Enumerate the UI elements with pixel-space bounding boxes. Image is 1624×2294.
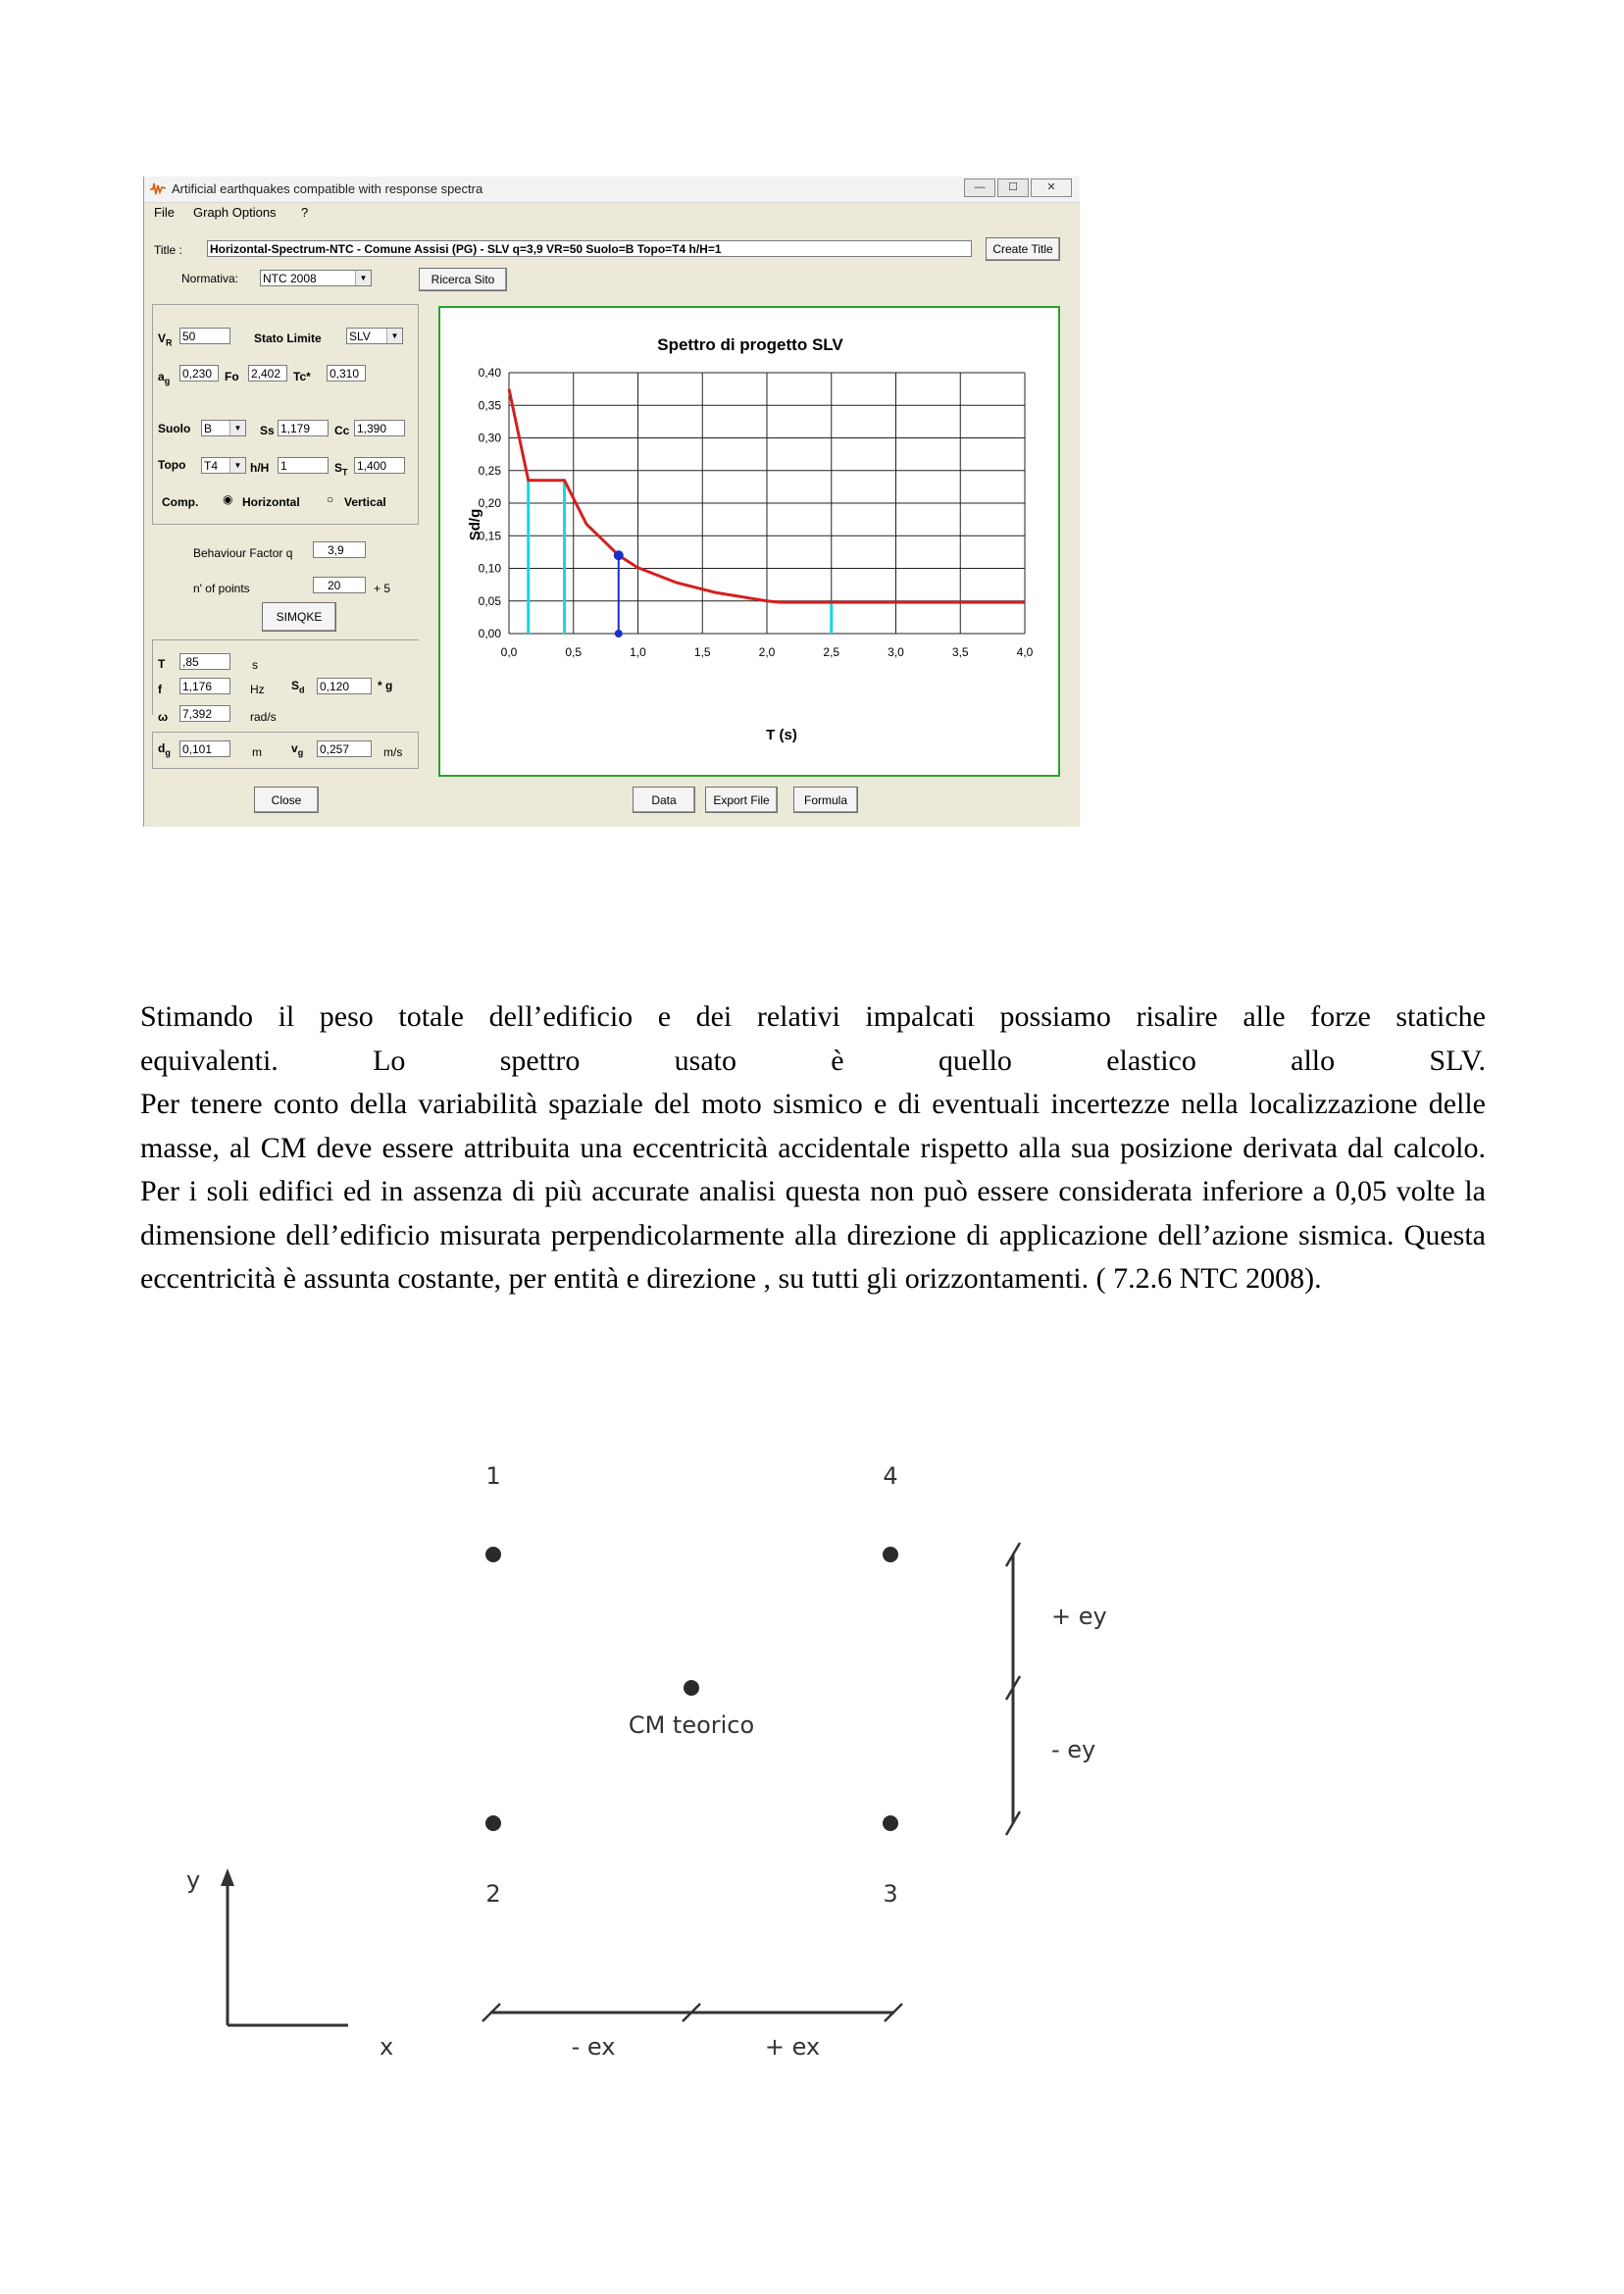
minus-ey-label: - ey xyxy=(1051,1736,1096,1763)
menu-file[interactable]: File xyxy=(154,205,175,220)
hH-label: h/H xyxy=(250,461,270,475)
y-tick-label: 0,25 xyxy=(478,463,501,478)
t-input[interactable]: ,85 xyxy=(179,653,230,670)
title-input[interactable]: Horizontal-Spectrum-NTC - Comune Assisi (PG) - SLV q=3,9 VR=50 Suolo=B Topo=T4 h/H=1 xyxy=(207,240,972,257)
spectrum-point xyxy=(895,602,896,603)
point-2-label: 2 xyxy=(485,1880,501,1908)
suolo-select[interactable]: B ▼ xyxy=(201,420,246,436)
point-1-dot xyxy=(485,1547,501,1562)
paragraph-1-line-1: Stimando il peso totale dell’edificio e dei relativi impalcati possiamo risalire alle forze statiche xyxy=(140,1000,1486,1033)
t-unit: s xyxy=(252,658,258,672)
tc-label: Tc* xyxy=(293,370,311,383)
spectrum-point xyxy=(585,524,586,525)
sd-unit: * g xyxy=(378,679,393,692)
vg-label: $v_g$ xyxy=(291,741,304,758)
x-tick-label: 3,0 xyxy=(888,645,904,659)
ss-label: Ss xyxy=(260,424,275,437)
minimize-button[interactable]: — xyxy=(964,178,995,197)
spectrum-point xyxy=(715,592,716,593)
chevron-down-icon: ▼ xyxy=(229,421,245,435)
app-waveform-icon xyxy=(150,180,166,196)
ss-input[interactable]: 1,179 xyxy=(278,420,329,436)
spectrum-point xyxy=(767,600,768,601)
dg-unit: m xyxy=(252,745,262,759)
radio-horizontal[interactable]: ◉ xyxy=(223,492,233,506)
y-axis-label: Sd/g xyxy=(467,508,483,541)
chart-title: Spettro di progetto SLV xyxy=(657,335,843,354)
points-suffix: + 5 xyxy=(374,582,391,595)
cm-dot xyxy=(684,1680,699,1696)
points-label: n' of points xyxy=(193,582,250,595)
selected-point xyxy=(614,550,624,560)
formula-button[interactable]: Formula xyxy=(793,787,858,813)
selected-point-base xyxy=(615,630,623,637)
x-axis-text: x xyxy=(380,2033,394,2061)
y-tick-label: 0,35 xyxy=(478,398,501,413)
stato-limite-select[interactable]: SLV ▼ xyxy=(346,328,403,344)
normativa-label: Normativa: xyxy=(181,272,239,285)
spectrum-point xyxy=(1025,602,1026,603)
x-tick-label: 2,0 xyxy=(758,645,776,659)
paragraph-2: Per tenere conto della variabilità spaziale del moto sismico e di eventuali incertezze nella localizzazione delle masse, al CM deve essere attribuita una eccentricità accidentale rispetto alla sua posizione derivata dal calcolo. Per i soli edifici ed in assenza di più accurate analisi questa non può essere considerata inferiore a 0,05 volte la dimensione dell’edificio misurata perpendicolarmente alla direzione di applicazione dell’azione sismica. Questa eccentricità è assunta costante, per entità e direzione , su tutti gli orizzontamenti. ( 7.2.6 NTC 2008). xyxy=(140,1088,1486,1295)
fo-input[interactable]: 2,402 xyxy=(248,365,287,382)
spectrum-point xyxy=(780,602,781,603)
normativa-select[interactable]: NTC 2008 ▼ xyxy=(260,270,372,286)
y-tick-label: 0,40 xyxy=(478,366,501,380)
spectrum-point xyxy=(637,567,638,568)
chevron-down-icon: ▼ xyxy=(355,271,371,285)
sd-label: $S_d$ xyxy=(291,679,305,695)
tc-input[interactable]: 0,310 xyxy=(327,365,366,382)
vg-unit: m/s xyxy=(383,745,403,759)
y-tick-label: 0,05 xyxy=(478,593,501,608)
point-3-label: 3 xyxy=(883,1880,898,1908)
y-tick-label: 0,00 xyxy=(478,627,501,640)
point-2-dot xyxy=(485,1815,501,1831)
omega-unit: rad/s xyxy=(250,710,277,724)
y-tick-label: 0,15 xyxy=(478,529,501,543)
menu-bar xyxy=(144,202,1080,222)
eccentricity-diagram xyxy=(137,1417,1177,2094)
fo-label: Fo xyxy=(225,370,239,383)
x-tick-label: 2,5 xyxy=(823,645,840,659)
x-tick-label: 1,5 xyxy=(693,645,711,659)
dg-input[interactable]: 0,101 xyxy=(179,740,230,757)
dg-label: $d_g$ xyxy=(158,741,171,758)
cm-label: CM teorico xyxy=(628,1711,755,1739)
close-window-button[interactable]: ✕ xyxy=(1031,178,1072,197)
ag-label: $a_g$ xyxy=(158,370,171,386)
x-tick-label: 0,0 xyxy=(500,645,518,659)
point-3-dot xyxy=(883,1815,898,1831)
topo-label: Topo xyxy=(158,458,186,472)
stato-limite-label: Stato Limite xyxy=(254,331,322,345)
minus-ex-label: - ex xyxy=(571,2033,616,2061)
points-input[interactable]: 20 xyxy=(313,577,366,593)
ag-input[interactable]: 0,230 xyxy=(179,365,219,382)
menu-graph-options[interactable]: Graph Options xyxy=(193,205,277,220)
cc-input[interactable]: 1,390 xyxy=(354,420,405,436)
y-tick-label: 0,20 xyxy=(478,496,501,510)
f-unit: Hz xyxy=(250,683,265,696)
export-file-button[interactable]: Export File xyxy=(705,787,778,813)
f-label: f xyxy=(158,683,162,696)
y-axis-text: y xyxy=(186,1866,201,1894)
simqke-button[interactable]: SIMQKE xyxy=(262,602,336,632)
hH-input[interactable]: 1 xyxy=(278,457,329,474)
point-1-label: 1 xyxy=(485,1462,501,1490)
omega-label: ω xyxy=(158,710,169,724)
f-input[interactable]: 1,176 xyxy=(179,678,230,694)
title-label: Title : xyxy=(154,243,182,257)
suolo-label: Suolo xyxy=(158,422,191,435)
t-label: T xyxy=(158,657,166,671)
app-window xyxy=(143,177,1080,827)
omega-input[interactable]: 7,392 xyxy=(179,705,230,722)
plus-ey-label: + ey xyxy=(1051,1603,1107,1630)
x-axis-label: T (s) xyxy=(766,727,797,743)
cc-label: Cc xyxy=(334,424,350,437)
point-4-label: 4 xyxy=(883,1462,898,1490)
x-tick-label: 3,5 xyxy=(951,645,969,659)
x-tick-label: 1,0 xyxy=(630,645,646,659)
paragraph-1-line-2: equivalenti. Lo spettro usato è quello elastico allo SLV. xyxy=(140,1044,1486,1077)
spectrum-point xyxy=(676,583,677,584)
spectrum-point xyxy=(831,602,832,603)
q-input[interactable]: 3,9 xyxy=(313,541,366,558)
y-tick-label: 0,30 xyxy=(478,431,501,445)
plus-ex-label: + ex xyxy=(764,2033,821,2061)
vertical-label: Vertical xyxy=(344,495,386,509)
radio-vertical[interactable]: ○ xyxy=(327,492,334,506)
st-input[interactable]: 1,400 xyxy=(354,457,405,474)
title-bar xyxy=(144,177,1080,203)
vr-label: $V_R$ xyxy=(158,331,173,348)
window-title: Artificial earthquakes compatible with response spectra xyxy=(172,181,483,196)
x-tick-label: 0,5 xyxy=(565,645,583,659)
data-button[interactable]: Data xyxy=(633,787,695,813)
menu-help[interactable]: ? xyxy=(301,205,309,220)
point-4-dot xyxy=(883,1547,898,1562)
spectrum-point xyxy=(528,480,529,481)
vg-input[interactable]: 0,257 xyxy=(317,740,372,757)
vr-input[interactable]: 50 xyxy=(179,328,230,344)
body-text xyxy=(140,995,1486,1301)
horizontal-label: Horizontal xyxy=(242,495,300,509)
x-tick-label: 4,0 xyxy=(1016,645,1034,659)
y-tick-label: 0,10 xyxy=(478,561,501,576)
sd-input[interactable]: 0,120 xyxy=(317,678,372,694)
spectrum-chart xyxy=(440,308,1058,775)
chevron-down-icon: ▼ xyxy=(229,458,245,473)
y-axis-arrow-icon xyxy=(221,1868,234,1886)
behaviour-factor-label: Behaviour Factor q xyxy=(193,546,293,560)
spectrum-point xyxy=(960,602,961,603)
chevron-down-icon: ▼ xyxy=(386,329,402,343)
st-label: $S_T$ xyxy=(334,461,348,478)
maximize-button[interactable]: ☐ xyxy=(997,178,1029,197)
ricerca-sito-button[interactable]: Ricerca Sito xyxy=(419,268,507,291)
topo-select[interactable]: T4 ▼ xyxy=(201,457,246,474)
create-title-button[interactable]: Create Title xyxy=(986,237,1060,261)
spectrum-point xyxy=(509,388,510,389)
spectrum-point xyxy=(564,480,565,481)
close-button[interactable]: Close xyxy=(254,787,319,813)
comp-label: Comp. xyxy=(162,495,199,509)
chart-panel xyxy=(438,306,1060,777)
